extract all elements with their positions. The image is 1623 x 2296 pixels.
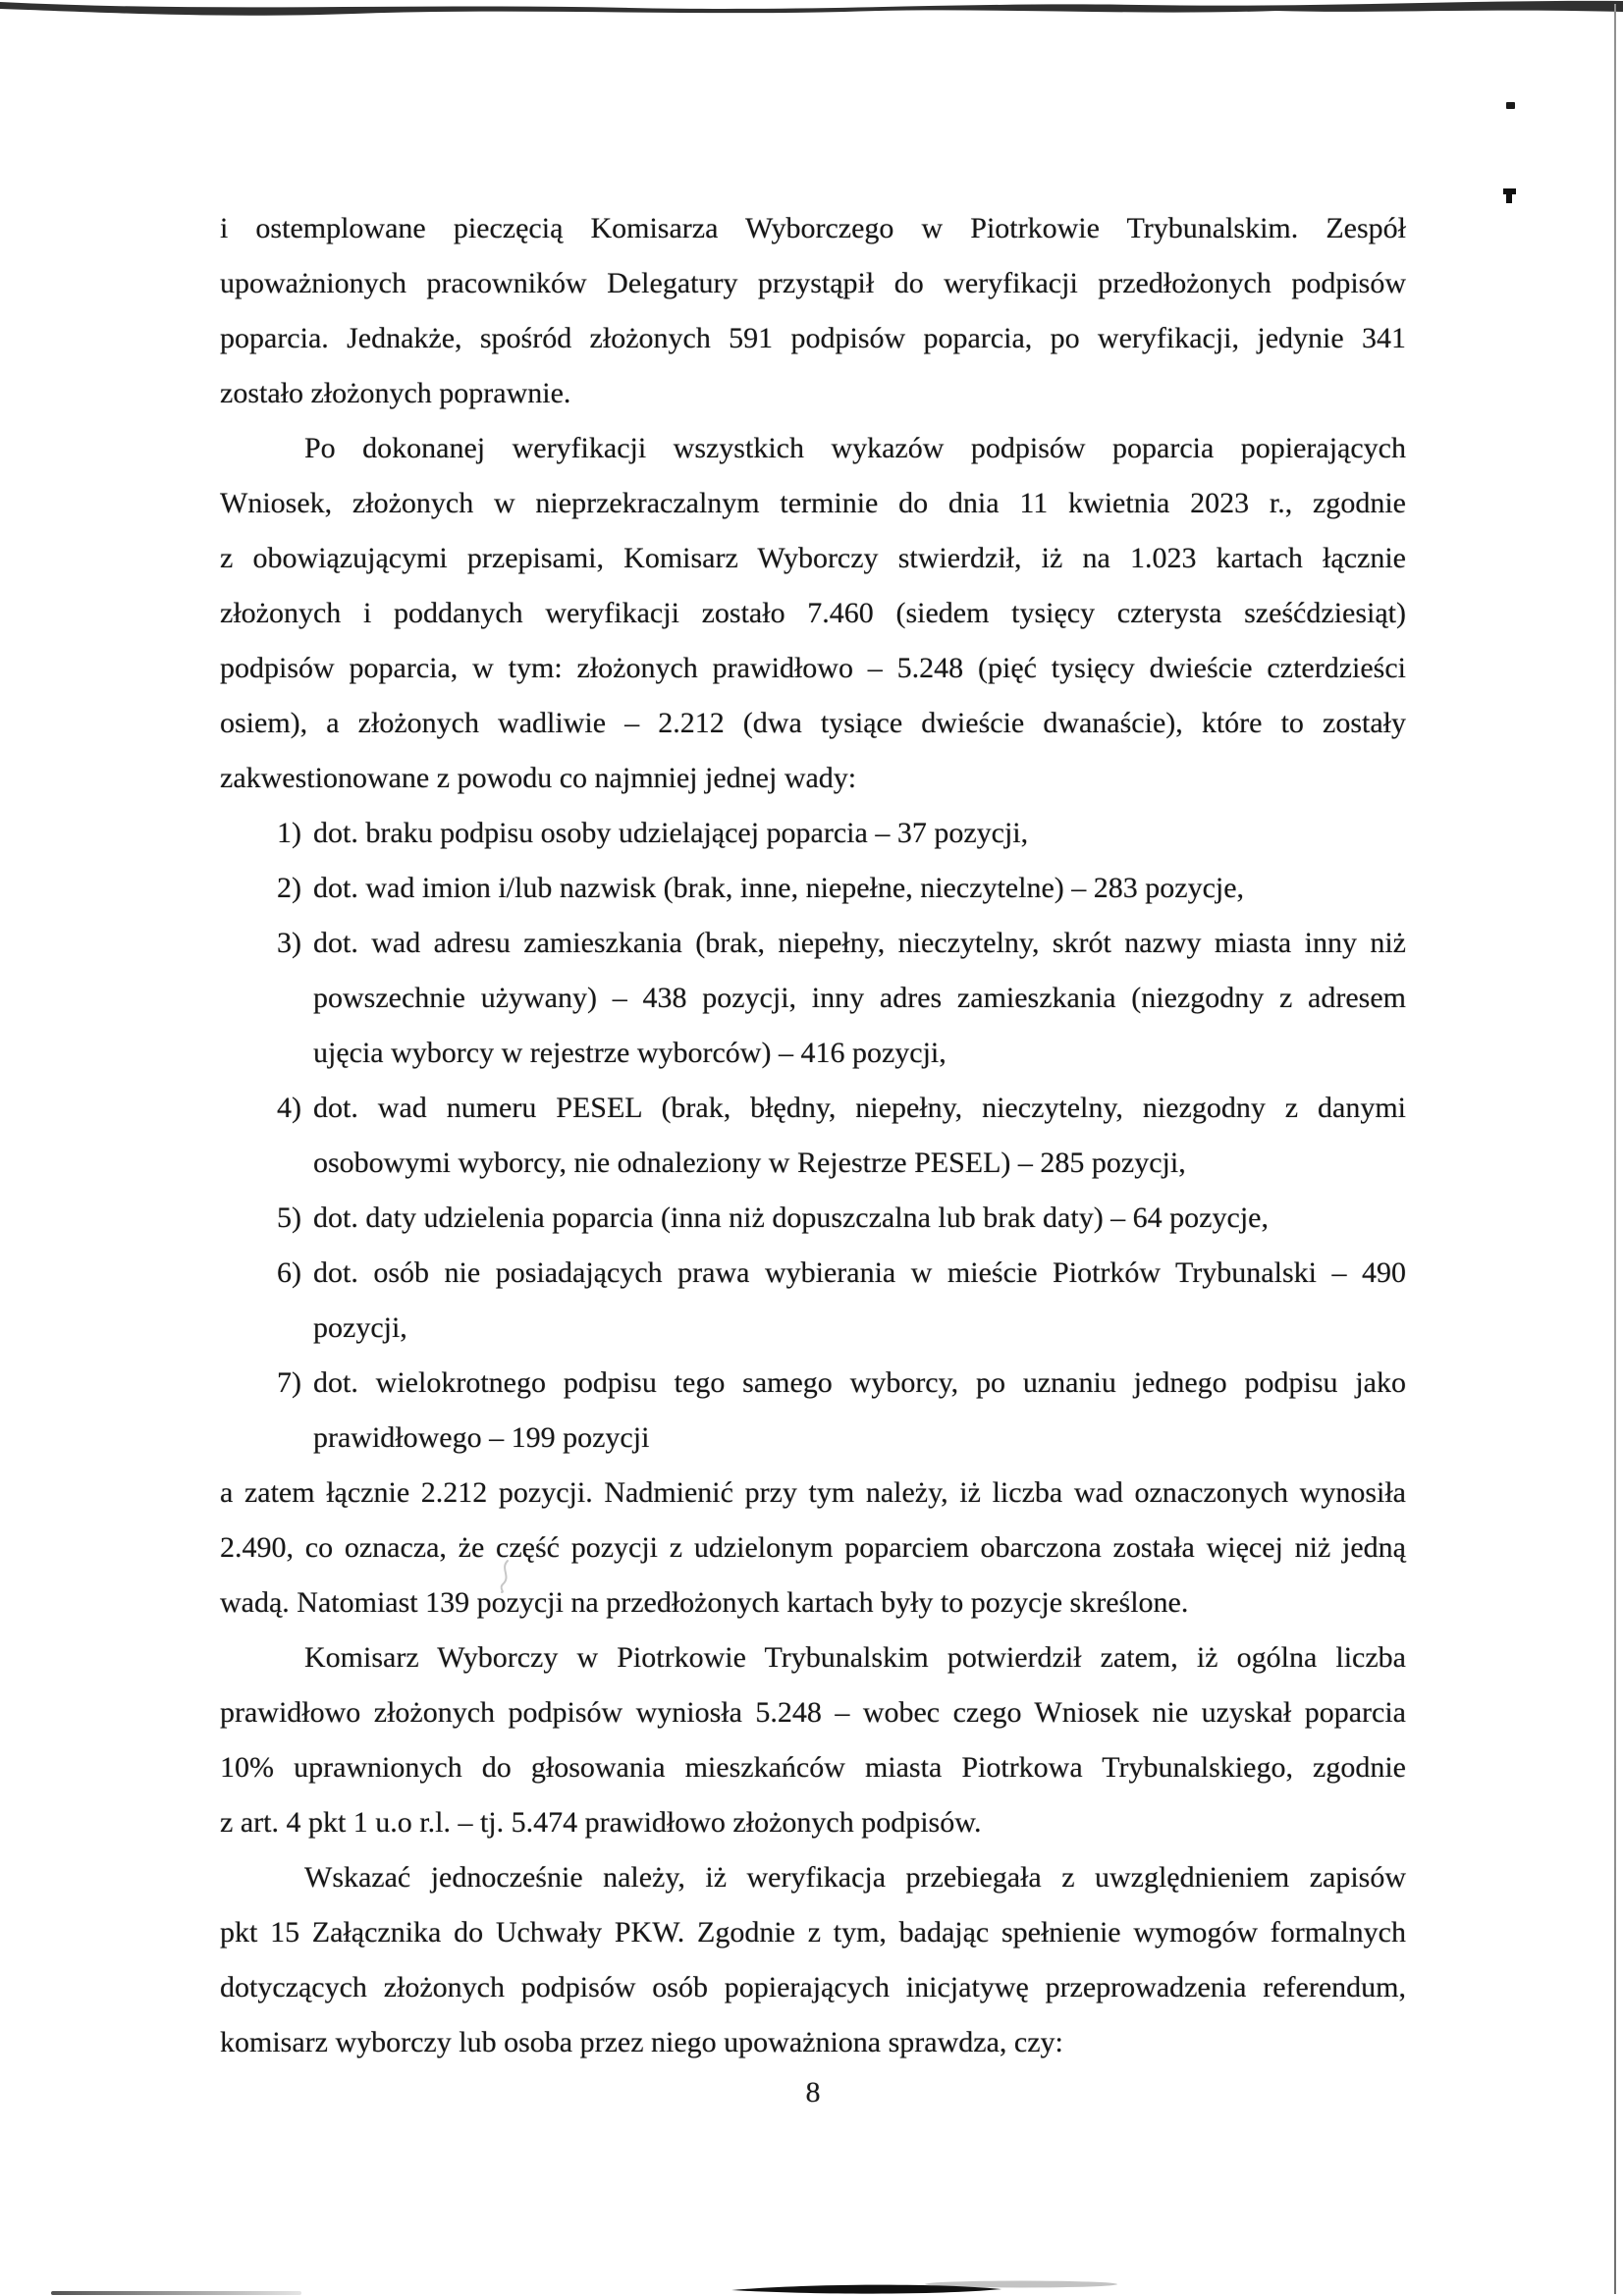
paragraph <box>220 1850 1406 2070</box>
text-line: powszechnie używany) – 438 pozycji, inny adres zamieszkania (niezgodny z adresem <box>313 982 1406 1014</box>
text-line: z art. 4 pkt 1 u.o r.l. – tj. 5.474 prawidłowo złożonych podpisów. <box>220 1806 982 1839</box>
text-line: pkt 15 Załącznika do Uchwały PKW. Zgodnie z tym, badając spełnienie wymogów formalnych <box>220 1916 1406 1949</box>
paragraph <box>220 1630 1406 1850</box>
bottom-scan-smudge <box>697 2277 1168 2296</box>
list-item-lines <box>313 806 1406 861</box>
text-line: dot. wielokrotnego podpisu tego samego wyborcy, po uznaniu jednego podpisu jako <box>313 1366 1406 1399</box>
text-line: wadą. Natomiast 139 pozycji na przedłożonych kartach były to pozycje skreślone. <box>220 1586 1189 1619</box>
text-line: złożonych i poddanych weryfikacji zostało 7.460 (siedem tysięcy czterysta sześćdziesiąt) <box>220 597 1406 629</box>
list-item <box>220 916 1406 1081</box>
list-item-lines <box>313 916 1406 1081</box>
text-line: 2.490, co oznacza, że część pozycji z udzielonym poparciem obarczona została więcej niż jedną <box>220 1531 1406 1564</box>
text-line: podpisów poparcia, w tym: złożonych prawidłowo – 5.248 (pięć tysięcy dwieście czterdzieści <box>220 652 1406 684</box>
text-line: upoważnionych pracowników Delegatury przystąpił do weryfikacji przedłożonych podpisów <box>220 267 1406 299</box>
list-item-marker: 2) <box>277 872 301 904</box>
paragraph <box>220 1466 1406 1630</box>
text-line: 10% uprawnionych do głosowania mieszkańców miasta Piotrkowa Trybunalskiego, zgodnie <box>220 1751 1406 1784</box>
list-item <box>220 1246 1406 1356</box>
text-line: osiem), a złożonych wadliwie – 2.212 (dwa tysiące dwieście dwanaście), które to zostały <box>220 707 1406 739</box>
ink-speck <box>1506 102 1515 109</box>
text-line: z obowiązującymi przepisami, Komisarz Wyborczy stwierdził, iż na 1.023 kartach łącznie <box>220 542 1406 574</box>
text-line: prawidłowo złożonych podpisów wyniosła 5.248 – wobec czego Wniosek nie uzyskał poparcia <box>220 1696 1406 1729</box>
top-scan-line <box>0 0 1623 22</box>
text-line: dot. wad imion i/lub nazwisk (brak, inne, niepełne, nieczytelne) – 283 pozycje, <box>313 872 1245 904</box>
text-line: Wniosek, złożonych w nieprzekraczalnym terminie do dnia 11 kwietnia 2023 r., zgodnie <box>220 487 1406 519</box>
document-body <box>220 201 1406 2070</box>
paragraph <box>220 201 1406 421</box>
text-line: osobowymi wyborcy, nie odnaleziony w Rejestrze PESEL) – 285 pozycji, <box>313 1147 1186 1179</box>
text-line: Komisarz Wyborczy w Piotrkowie Trybunalskim potwierdził zatem, iż ogólna liczba <box>304 1641 1406 1674</box>
text-line: dot. daty udzielenia poparcia (inna niż dopuszczalna lub brak daty) – 64 pozycje, <box>313 1201 1269 1234</box>
list-item-lines <box>313 1081 1406 1191</box>
text-line: prawidłowego – 199 pozycji <box>313 1421 650 1454</box>
text-line: Wskazać jednocześnie należy, iż weryfikacja przebiegała z uwzględnieniem zapisów <box>304 1861 1406 1894</box>
list-item <box>220 1081 1406 1191</box>
text-line: zakwestionowane z powodu co najmniej jednej wady: <box>220 762 857 794</box>
text-line: dotyczących złożonych podpisów osób popierających inicjatywę przeprowadzenia referendum, <box>220 1971 1406 2003</box>
list-item-lines <box>313 1356 1406 1466</box>
text-line: komisarz wyborczy lub osoba przez niego upoważniona sprawdza, czy: <box>220 2026 1063 2058</box>
list-item <box>220 1356 1406 1466</box>
list-item <box>220 861 1406 916</box>
numbered-list <box>220 806 1406 1466</box>
text-line: a zatem łącznie 2.212 pozycji. Nadmienić przy tym należy, iż liczba wad oznaczonych wynosiła <box>220 1476 1406 1509</box>
list-item <box>220 806 1406 861</box>
list-item-marker: 3) <box>277 927 301 959</box>
list-item-lines <box>313 1191 1406 1246</box>
text-line: poparcia. Jednakże, spośród złożonych 591 podpisów poparcia, po weryfikacji, jedynie 341 <box>220 322 1406 354</box>
list-item-marker: 5) <box>277 1201 301 1234</box>
list-item-lines <box>313 1246 1406 1356</box>
text-line: zostało złożonych poprawnie. <box>220 377 571 409</box>
page-number: 8 <box>805 2076 821 2109</box>
paragraph <box>220 421 1406 806</box>
text-line: dot. osób nie posiadających prawa wybierania w mieście Piotrków Trybunalski – 490 <box>313 1256 1406 1289</box>
text-line: dot. wad adresu zamieszkania (brak, niepełny, nieczytelny, skrót nazwy miasta inny niż <box>313 927 1406 959</box>
list-item-marker: 1) <box>277 817 301 849</box>
list-item-marker: 6) <box>277 1256 301 1289</box>
list-item <box>220 1191 1406 1246</box>
list-item-marker: 7) <box>277 1366 301 1399</box>
text-line: i ostemplowane pieczęcią Komisarza Wyborczego w Piotrkowie Trybunalskim. Zespół <box>220 212 1406 244</box>
right-edge-scan-line <box>1614 4 1616 2294</box>
text-line: pozycji, <box>313 1311 407 1344</box>
bottom-left-scan-line <box>51 2291 301 2295</box>
text-line: ujęcia wyborcy w rejestrze wyborców) – 416 pozycji, <box>313 1037 947 1069</box>
list-item-lines <box>313 861 1406 916</box>
text-line: Po dokonanej weryfikacji wszystkich wykazów podpisów poparcia popierających <box>304 432 1406 464</box>
ink-speck <box>1503 188 1516 194</box>
text-line: dot. wad numeru PESEL (brak, błędny, niepełny, nieczytelny, niezgodny z danymi <box>313 1092 1406 1124</box>
list-item-marker: 4) <box>277 1092 301 1124</box>
text-line: dot. braku podpisu osoby udzielającej poparcia – 37 pozycji, <box>313 817 1029 849</box>
